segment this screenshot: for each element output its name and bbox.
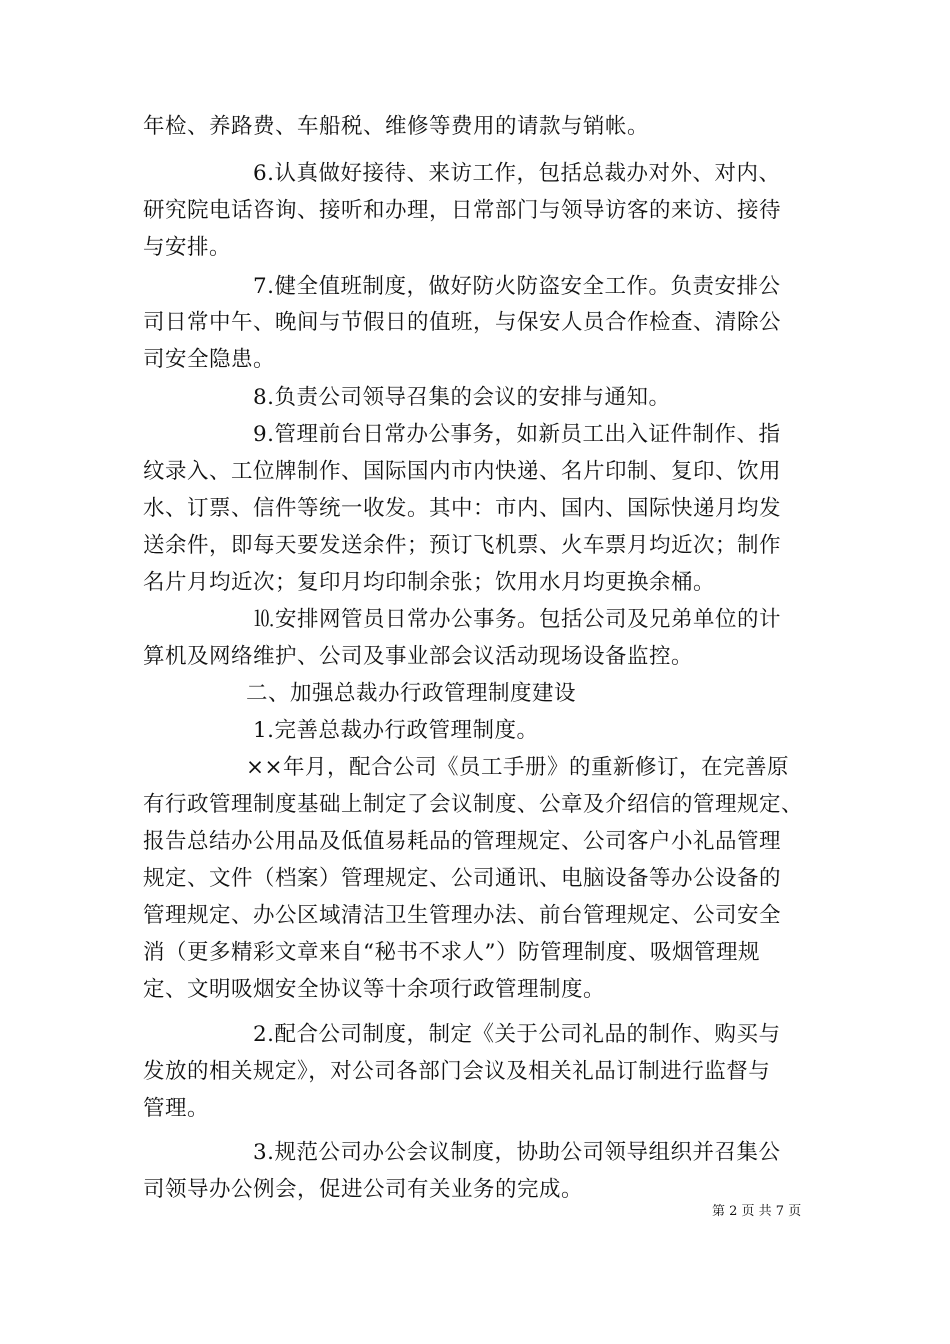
- text-line: 算机及网络维护、公司及事业部会议活动现场设备监控。: [143, 644, 694, 669]
- text-line: 2.配合公司制度，制定《关于公司礼品的制作、购买与: [253, 1022, 781, 1047]
- text-line: 研究院电话咨询、接听和办理，日常部门与领导访客的来访、接待: [143, 198, 782, 223]
- text-line: 定、文明吸烟安全协议等十余项行政管理制度。: [143, 977, 606, 1002]
- text-line: 名片月均近次；复印月均印制余张；饮用水月均更换余桶。: [143, 570, 716, 595]
- text-line: 司日常中午、晚间与节假日的值班，与保安人员合作检查、清除公: [143, 310, 782, 335]
- text-line: 管理规定、办公区域清洁卫生管理办法、前台管理规定、公司安全: [143, 903, 782, 928]
- text-line: 6.认真做好接待、来访工作，包括总裁办对外、对内、: [253, 161, 781, 186]
- text-line: ⒑安排网管员日常办公事务。包括公司及兄弟单位的计: [253, 607, 782, 632]
- text-line: 水、订票、信件等统一收发。其中：市内、国内、国际快递月均发: [143, 496, 782, 521]
- text-line: 有行政管理制度基础上制定了会议制度、公章及介绍信的管理规定、: [143, 792, 804, 817]
- text-line: 年检、养路费、车船税、维修等费用的请款与销帐。: [143, 114, 650, 139]
- text-line: 纹录入、工位牌制作、国际国内市内快递、名片印制、复印、饮用: [143, 459, 782, 484]
- section-heading: 二、加强总裁办行政管理制度建设: [246, 681, 577, 706]
- text-line: 与安排。: [143, 235, 232, 260]
- text-line: 9.管理前台日常办公事务，如新员工出入证件制作、指: [253, 422, 781, 447]
- text-line: 送余件，即每天要发送余件；预订飞机票、火车票月均近次；制作: [143, 533, 782, 558]
- text-line: ××年月，配合公司《员工手册》的重新修订，在完善原: [246, 755, 790, 780]
- text-line: 司安全隐患。: [143, 347, 276, 372]
- text-line: 消（更多精彩文章来自“秘书不求人”）防管理制度、吸烟管理规: [143, 940, 760, 965]
- text-line: 3.规范公司办公会议制度，协助公司领导组织并召集公: [253, 1140, 781, 1165]
- text-line: 报告总结办公用品及低值易耗品的管理规定、公司客户小礼品管理: [143, 829, 782, 854]
- text-line: 管理。: [143, 1096, 210, 1121]
- text-line: 8.负责公司领导召集的会议的安排与通知。: [253, 385, 671, 410]
- text-line: 7.健全值班制度，做好防火防盗安全工作。负责安排公: [253, 274, 781, 299]
- text-line: 发放的相关规定》，对公司各部门会议及相关礼品订制进行监督与: [143, 1059, 771, 1084]
- text-line: 1.完善总裁办行政管理制度。: [253, 718, 539, 743]
- text-line: 规定、文件（档案）管理规定、公司通讯、电脑设备等办公设备的: [143, 866, 782, 891]
- page-number: 第 2 页 共 7 页: [712, 1204, 802, 1219]
- text-line: 司领导办公例会，促进公司有关业务的完成。: [143, 1177, 584, 1202]
